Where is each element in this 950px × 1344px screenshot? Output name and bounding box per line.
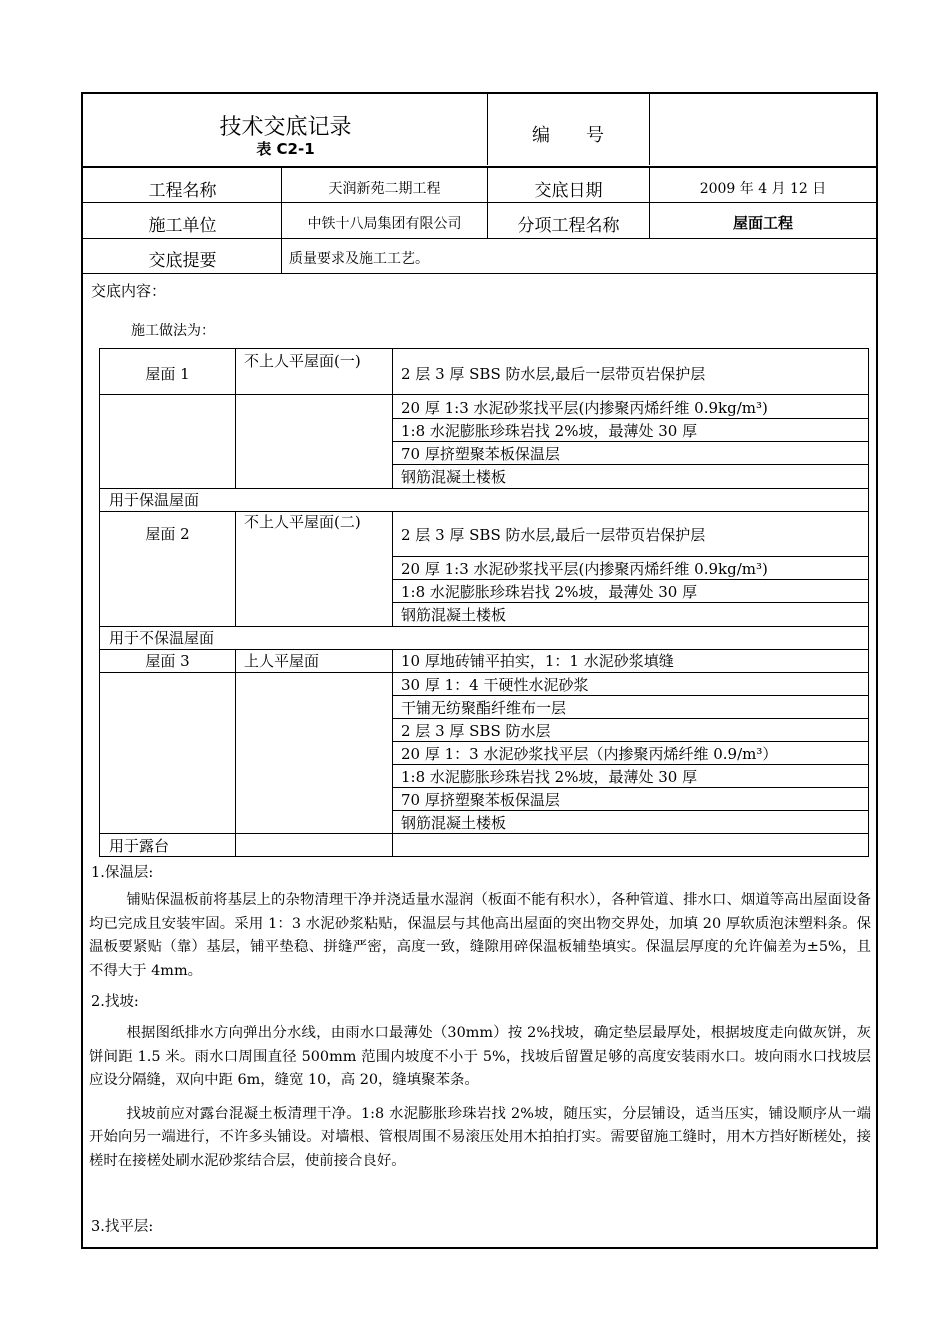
- roof-3-layer: 20 厚 1：3 水泥砂浆找平层（内掺聚丙烯纤维 0.9/m³）: [401, 745, 778, 763]
- unit-value: 中铁十八局集团有限公司: [307, 216, 462, 232]
- roof-3-layer: 钢筋混凝土楼板: [401, 814, 507, 832]
- summary-value: 质量要求及施工工艺。: [289, 251, 429, 267]
- roof-2-layer: 1:8 水泥膨胀珍珠岩找 2%坡，最薄处 30 厚: [401, 583, 698, 601]
- project-name-label: 工程名称: [148, 181, 217, 201]
- roof-2-usage: 用于不保温屋面: [109, 629, 215, 647]
- divider: [100, 833, 868, 834]
- divider: [392, 787, 868, 788]
- section-1-title: 1.保温层:: [91, 865, 154, 881]
- divider: [487, 166, 488, 238]
- divider: [100, 649, 868, 650]
- roof-1-layer: 2 层 3 厚 SBS 防水层,最后一层带页岩保护层: [401, 365, 706, 383]
- roof-3-type: 上人平屋面: [244, 652, 320, 670]
- divider: [235, 349, 236, 488]
- date-value: 2009 年 4 月 12 日: [699, 181, 827, 197]
- date-label: 交底日期: [534, 181, 603, 201]
- divider: [392, 441, 868, 442]
- roof-3-usage: 用于露台: [109, 837, 170, 855]
- roof-1-layer: 1:8 水泥膨胀珍珠岩找 2%坡，最薄处 30 厚: [401, 422, 698, 440]
- roof-2-type: 不上人平屋面(二): [244, 513, 361, 531]
- roof-3-layer: 10 厚地砖铺平拍实，1：1 水泥砂浆填缝: [401, 652, 674, 670]
- divider: [392, 349, 393, 488]
- subproject-label: 分项工程名称: [517, 216, 620, 236]
- divider: [392, 464, 868, 465]
- divider: [649, 166, 650, 238]
- divider: [392, 695, 868, 696]
- section-2-title: 2.找坡:: [91, 994, 139, 1010]
- roof-1-layer: 70 厚挤塑聚苯板保温层: [401, 445, 560, 463]
- divider: [392, 418, 868, 419]
- divider: [100, 488, 868, 489]
- divider: [392, 741, 868, 742]
- roof-1-name: 屋面 1: [145, 365, 190, 383]
- section-3-title: 3.找平层:: [91, 1219, 154, 1235]
- roof-2-layer: 20 厚 1:3 水泥砂浆找平层(内掺聚丙烯纤维 0.9kg/m³): [401, 560, 768, 578]
- paragraph: 找坡前应对露台混凝土板清理干净。1:8 水泥膨胀珍珠岩找 2%坡，随压实，分层铺设，适当压实，铺设顺序从一端开始向另一端进行，不许多头铺设。对墙根、管根周围不易滚压处用木拍拍打实。需要留施工缝时，用木方挡好断槎处，接槎时在接槎处刷水泥砂浆结合层，使前接合良好。: [89, 1105, 871, 1169]
- roof-3-layer: 2 层 3 厚 SBS 防水层: [401, 722, 551, 740]
- divider: [83, 238, 876, 239]
- roof-3-layer: 70 厚挤塑聚苯板保温层: [401, 791, 560, 809]
- divider: [649, 94, 650, 165]
- roof-1-layer: 钢筋混凝土楼板: [401, 468, 507, 486]
- divider: [83, 202, 876, 203]
- summary-label: 交底提要: [148, 251, 217, 271]
- paragraph: 根据图纸排水方向弹出分水线，由雨水口最薄处（30mm）按 2%找坡，确定垫层最厚处，根据坡度走向做灰饼，灰饼间距 1.5 米。雨水口周围直径 500mm 范围内坡度不小于 5%，找坡后留置足够的高度安装雨水口。坡向雨水口找坡层应设分隔缝，双向中距 6m，缝宽 10，高 20，缝填聚苯条。: [89, 1025, 871, 1088]
- divider: [392, 810, 868, 811]
- divider: [487, 94, 488, 165]
- divider: [392, 649, 393, 856]
- divider: [392, 579, 868, 580]
- project-name-value: 天润新苑二期工程: [328, 181, 441, 197]
- roof-3-layer: 干铺无纺聚酯纤维布一层: [401, 699, 567, 717]
- paragraph: 铺贴保温板前将基层上的杂物清理干净并浇适量水湿润（板面不能有积水），各种管道、排水口、烟道等高出屋面设备均已完成且安装牢固。采用 1：3 水泥砂浆粘贴，保温层与其他高出屋面的突出物交界处，加填 20 厚软质泡沫塑料条。保温板要紧贴（靠）基层，铺平垫稳、拼缝严密，高度一致，缝隙用碎保温板辅垫填实。保温层厚度的允许偏差为±5%，且不得大于 4mm。: [89, 892, 871, 979]
- roof-1-usage: 用于保温屋面: [109, 491, 200, 509]
- subproject-value: 屋面工程: [732, 214, 793, 232]
- divider: [392, 602, 868, 603]
- divider: [100, 626, 868, 627]
- section-2-body: [89, 1022, 871, 1173]
- roof-2-layer: 钢筋混凝土楼板: [401, 606, 507, 624]
- divider: [100, 511, 868, 512]
- divider: [392, 764, 868, 765]
- form-number: 表 C2-1: [256, 140, 315, 158]
- divider: [83, 166, 876, 168]
- unit-label: 施工单位: [148, 216, 217, 236]
- content-label: 交底内容：: [91, 282, 167, 300]
- divider: [100, 394, 868, 395]
- roof-1-layer: 20 厚 1:3 水泥砂浆找平层(内掺聚丙烯纤维 0.9kg/m³): [401, 399, 768, 417]
- method-intro: 施工做法为：: [131, 323, 215, 339]
- roof-2-layer: 2 层 3 厚 SBS 防水层,最后一层带页岩保护层: [401, 526, 706, 544]
- divider: [235, 511, 236, 626]
- divider: [392, 511, 393, 626]
- form-title: 技术交底记录: [219, 115, 352, 140]
- divider: [281, 166, 282, 273]
- roof-3-name: 屋面 3: [145, 652, 190, 670]
- roof-2-name: 屋面 2: [145, 525, 190, 543]
- roof-1-type: 不上人平屋面(一): [244, 352, 361, 370]
- technical-disclosure-form: [81, 92, 878, 1249]
- divider: [83, 273, 876, 274]
- roof-table: [99, 348, 869, 857]
- roof-3-layer: 1:8 水泥膨胀珍珠岩找 2%坡，最薄处 30 厚: [401, 768, 698, 786]
- number-label: 编 号: [532, 125, 604, 146]
- divider: [100, 672, 868, 673]
- divider: [235, 649, 236, 856]
- divider: [392, 718, 868, 719]
- roof-3-layer: 30 厚 1：4 干硬性水泥砂浆: [401, 676, 589, 694]
- section-1-body: [89, 889, 871, 983]
- divider: [392, 556, 868, 557]
